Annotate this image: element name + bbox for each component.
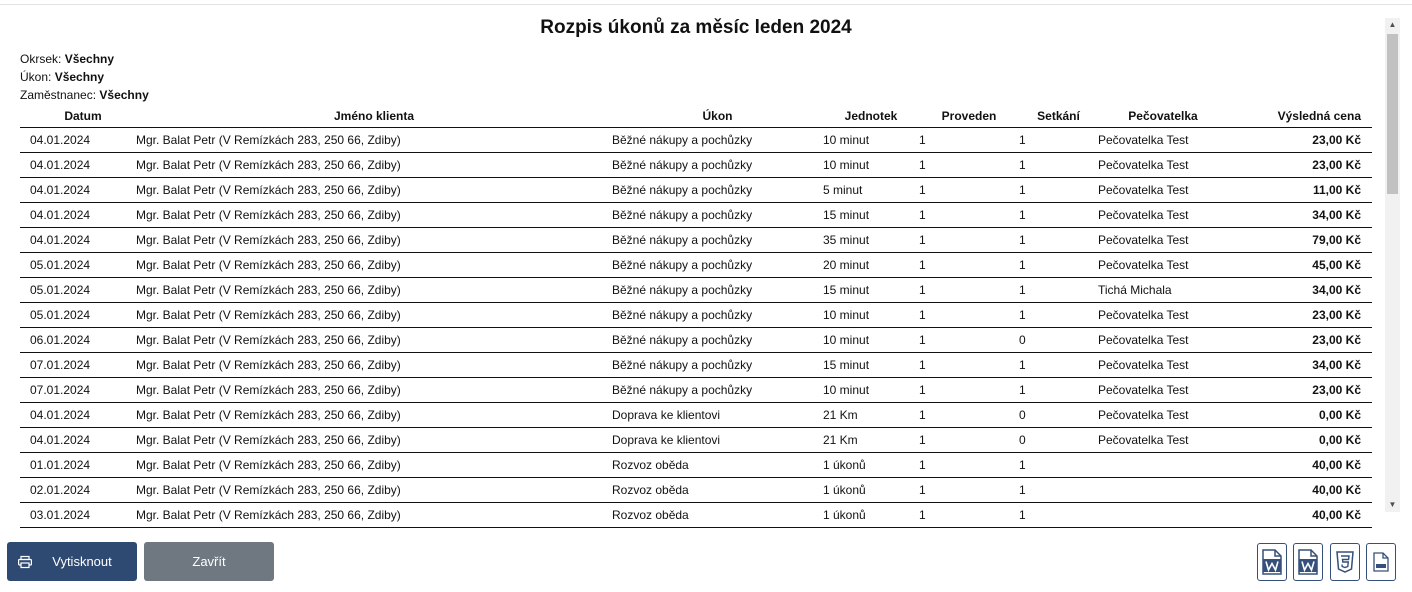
scrollbar-thumb[interactable] [1387,34,1398,194]
cell-ukon: Doprava ke klientovi [612,402,823,427]
cell-jednotek: 21 Km [823,427,919,452]
table-row [20,127,1372,152]
cell-setkani: 1 [1019,277,1098,302]
cell-jmeno-klienta: Mgr. Balat Petr (V Remízkách 283, 250 66, Zdiby) [136,502,612,527]
column-header-proveden: Proveden [919,105,1019,127]
cell-proveden: 1 [919,452,1019,477]
cell-pecovatelka: Pečovatelka Test [1098,252,1228,277]
cell-datum: 05.01.2024 [20,252,136,277]
cell-ukon: Rozvoz oběda [612,502,823,527]
cell-setkani: 1 [1019,252,1098,277]
cell-vysledna-cena: 11,00 Kč [1228,177,1372,202]
table-row [20,202,1372,227]
cell-pecovatelka: Tichá Michala [1098,277,1228,302]
cell-ukon: Běžné nákupy a pochůzky [612,227,823,252]
cell-jednotek: 20 minut [823,252,919,277]
cell-proveden: 1 [919,202,1019,227]
column-header-jmeno-klienta: Jméno klienta [136,105,612,127]
cell-setkani: 1 [1019,502,1098,527]
cell-jmeno-klienta: Mgr. Balat Petr (V Remízkách 283, 250 66, Zdiby) [136,252,612,277]
cell-ukon: Běžné nákupy a pochůzky [612,252,823,277]
vertical-scrollbar[interactable] [1385,18,1400,512]
table-row [20,502,1372,527]
cell-datum: 05.01.2024 [20,302,136,327]
cell-jmeno-klienta: Mgr. Balat Petr (V Remízkách 283, 250 66, Zdiby) [136,152,612,177]
cell-proveden: 1 [919,152,1019,177]
cell-pecovatelka [1098,477,1228,502]
cell-jednotek: 15 minut [823,352,919,377]
cell-ukon: Rozvoz oběda [612,452,823,477]
cell-datum: 05.01.2024 [20,277,136,302]
cell-ukon: Běžné nákupy a pochůzky [612,277,823,302]
cell-jednotek: 15 minut [823,202,919,227]
table-row [20,177,1372,202]
cell-datum: 04.01.2024 [20,227,136,252]
cell-jmeno-klienta: Mgr. Balat Petr (V Remízkách 283, 250 66, Zdiby) [136,352,612,377]
cell-proveden: 1 [919,177,1019,202]
scroll-down-arrow-icon[interactable]: ▼ [1388,500,1397,509]
cell-vysledna-cena: 79,00 Kč [1228,227,1372,252]
cell-proveden: 1 [919,427,1019,452]
cell-ukon: Běžné nákupy a pochůzky [612,352,823,377]
table-row [20,327,1372,352]
cell-datum: 07.01.2024 [20,377,136,402]
print-button[interactable] [7,542,137,581]
filter-okrsek: Okrsek: Všechny [20,52,115,66]
cell-proveden: 1 [919,302,1019,327]
column-header-vysledna-cena: Výsledná cena [1228,105,1372,127]
cell-pecovatelka: Pečovatelka Test [1098,227,1228,252]
cell-proveden: 1 [919,227,1019,252]
cell-setkani: 1 [1019,302,1098,327]
cell-setkani: 1 [1019,227,1098,252]
print-button-label: Vytisknout [52,554,112,569]
cell-jmeno-klienta: Mgr. Balat Petr (V Remízkách 283, 250 66, Zdiby) [136,302,612,327]
pdf-icon [1373,552,1389,572]
cell-datum: 01.01.2024 [20,452,136,477]
cell-proveden: 1 [919,277,1019,302]
cell-jednotek: 1 úkonů [823,452,919,477]
cell-datum: 06.01.2024 [20,327,136,352]
cell-setkani: 1 [1019,377,1098,402]
table-body [20,127,1372,527]
cell-pecovatelka: Pečovatelka Test [1098,202,1228,227]
cell-setkani: 1 [1019,477,1098,502]
report-viewport [0,5,1384,522]
table-row [20,277,1372,302]
cell-pecovatelka [1098,502,1228,527]
cell-jednotek: 10 minut [823,377,919,402]
cell-pecovatelka: Pečovatelka Test [1098,127,1228,152]
table-row [20,377,1372,402]
cell-ukon: Běžné nákupy a pochůzky [612,202,823,227]
column-header-jednotek: Jednotek [823,105,919,127]
cell-datum: 04.01.2024 [20,202,136,227]
cell-ukon: Běžné nákupy a pochůzky [612,177,823,202]
cell-jednotek: 35 minut [823,227,919,252]
cell-setkani: 1 [1019,352,1098,377]
filter-zamestnanec: Zaměstnanec: Všechny [20,88,149,102]
cell-setkani: 0 [1019,327,1098,352]
cell-setkani: 1 [1019,202,1098,227]
close-button-label: Zavřít [192,554,226,569]
report-filters [20,50,149,104]
cell-jednotek: 15 minut [823,277,919,302]
cell-vysledna-cena: 0,00 Kč [1228,427,1372,452]
cell-vysledna-cena: 23,00 Kč [1228,152,1372,177]
cell-datum: 04.01.2024 [20,427,136,452]
cell-proveden: 1 [919,402,1019,427]
cell-jmeno-klienta: Mgr. Balat Petr (V Remízkách 283, 250 66, Zdiby) [136,402,612,427]
cell-jednotek: 10 minut [823,327,919,352]
word-icon [1298,549,1318,575]
cell-jednotek: 10 minut [823,302,919,327]
cell-ukon: Doprava ke klientovi [612,427,823,452]
cell-pecovatelka: Pečovatelka Test [1098,327,1228,352]
cell-vysledna-cena: 23,00 Kč [1228,327,1372,352]
cell-datum: 04.01.2024 [20,127,136,152]
table-row [20,427,1372,452]
cell-jednotek: 21 Km [823,402,919,427]
cell-vysledna-cena: 23,00 Kč [1228,302,1372,327]
cell-jednotek: 1 úkonů [823,502,919,527]
table-row [20,402,1372,427]
cell-pecovatelka: Pečovatelka Test [1098,377,1228,402]
word-icon [1262,549,1282,575]
cell-vysledna-cena: 45,00 Kč [1228,252,1372,277]
table-row [20,477,1372,502]
cell-proveden: 1 [919,502,1019,527]
cell-jmeno-klienta: Mgr. Balat Petr (V Remízkách 283, 250 66, Zdiby) [136,227,612,252]
cell-jmeno-klienta: Mgr. Balat Petr (V Remízkách 283, 250 66, Zdiby) [136,177,612,202]
cell-jednotek: 10 minut [823,152,919,177]
close-button[interactable] [144,542,274,581]
cell-vysledna-cena: 23,00 Kč [1228,377,1372,402]
cell-jmeno-klienta: Mgr. Balat Petr (V Remízkách 283, 250 66, Zdiby) [136,427,612,452]
cell-proveden: 1 [919,352,1019,377]
column-header-ukon: Úkon [612,105,823,127]
cell-ukon: Běžné nákupy a pochůzky [612,302,823,327]
html5-icon [1336,551,1354,573]
cell-ukon: Běžné nákupy a pochůzky [612,127,823,152]
table-row [20,352,1372,377]
table-row [20,452,1372,477]
column-header-datum: Datum [20,105,136,127]
cell-setkani: 0 [1019,402,1098,427]
cell-datum: 04.01.2024 [20,402,136,427]
cell-setkani: 0 [1019,427,1098,452]
cell-pecovatelka [1098,452,1228,477]
cell-vysledna-cena: 40,00 Kč [1228,477,1372,502]
scroll-up-arrow-icon[interactable]: ▲ [1388,20,1397,29]
cell-vysledna-cena: 23,00 Kč [1228,127,1372,152]
cell-setkani: 1 [1019,452,1098,477]
cell-jmeno-klienta: Mgr. Balat Petr (V Remízkách 283, 250 66, Zdiby) [136,277,612,302]
cell-proveden: 1 [919,377,1019,402]
cell-datum: 03.01.2024 [20,502,136,527]
cell-jednotek: 10 minut [823,127,919,152]
export-pdf-button[interactable] [1366,543,1396,581]
cell-vysledna-cena: 0,00 Kč [1228,402,1372,427]
cell-proveden: 1 [919,327,1019,352]
cell-pecovatelka: Pečovatelka Test [1098,302,1228,327]
cell-jmeno-klienta: Mgr. Balat Petr (V Remízkách 283, 250 66, Zdiby) [136,452,612,477]
export-word-alt-button[interactable] [1293,543,1323,581]
cell-jednotek: 1 úkonů [823,477,919,502]
cell-proveden: 1 [919,252,1019,277]
cell-jednotek: 5 minut [823,177,919,202]
cell-pecovatelka: Pečovatelka Test [1098,177,1228,202]
cell-pecovatelka: Pečovatelka Test [1098,402,1228,427]
cell-setkani: 1 [1019,152,1098,177]
cell-setkani: 1 [1019,127,1098,152]
cell-setkani: 1 [1019,177,1098,202]
cell-proveden: 1 [919,477,1019,502]
cell-pecovatelka: Pečovatelka Test [1098,152,1228,177]
cell-ukon: Běžné nákupy a pochůzky [612,377,823,402]
table-row [20,302,1372,327]
cell-vysledna-cena: 34,00 Kč [1228,202,1372,227]
cell-jmeno-klienta: Mgr. Balat Petr (V Remízkách 283, 250 66, Zdiby) [136,327,612,352]
table-row [20,252,1372,277]
cell-vysledna-cena: 34,00 Kč [1228,277,1372,302]
cell-vysledna-cena: 34,00 Kč [1228,352,1372,377]
services-table [20,105,1372,528]
cell-datum: 02.01.2024 [20,477,136,502]
cell-proveden: 1 [919,127,1019,152]
cell-jmeno-klienta: Mgr. Balat Petr (V Remízkách 283, 250 66, Zdiby) [136,377,612,402]
cell-pecovatelka: Pečovatelka Test [1098,427,1228,452]
cell-jmeno-klienta: Mgr. Balat Petr (V Remízkách 283, 250 66, Zdiby) [136,202,612,227]
cell-ukon: Běžné nákupy a pochůzky [612,327,823,352]
cell-ukon: Rozvoz oběda [612,477,823,502]
cell-jmeno-klienta: Mgr. Balat Petr (V Remízkách 283, 250 66, Zdiby) [136,477,612,502]
table-header-row [20,105,1372,127]
printer-icon [18,556,32,568]
cell-datum: 04.01.2024 [20,152,136,177]
table-row [20,152,1372,177]
cell-jmeno-klienta: Mgr. Balat Petr (V Remízkách 283, 250 66, Zdiby) [136,127,612,152]
export-word-button[interactable] [1257,543,1287,581]
cell-datum: 07.01.2024 [20,352,136,377]
column-header-pecovatelka: Pečovatelka [1098,105,1228,127]
filter-ukon: Úkon: Všechny [20,70,105,84]
cell-vysledna-cena: 40,00 Kč [1228,452,1372,477]
cell-vysledna-cena: 40,00 Kč [1228,502,1372,527]
report-title: Rozpis úkonů za měsíc leden 2024 [540,17,852,38]
cell-ukon: Běžné nákupy a pochůzky [612,152,823,177]
cell-datum: 04.01.2024 [20,177,136,202]
column-header-setkani: Setkání [1019,105,1098,127]
table-row [20,227,1372,252]
export-html-button[interactable] [1330,543,1360,581]
cell-pecovatelka: Pečovatelka Test [1098,352,1228,377]
